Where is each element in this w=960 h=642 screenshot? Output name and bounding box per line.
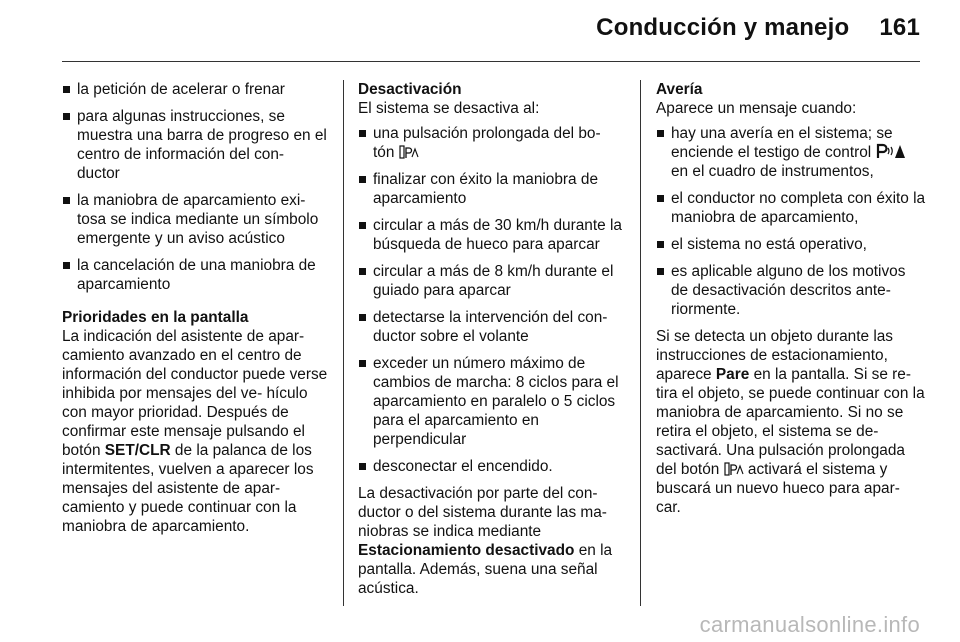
deactivation-heading: Desactivación [358,81,462,98]
bullet-icon [657,268,664,275]
deactivation-intro: El sistema se desactiva al: [358,100,540,117]
bullet-icon [63,113,70,120]
column-divider-2 [640,80,641,606]
bullet-icon [359,130,366,137]
list-item: el sistema no está operativo, [656,235,926,254]
bullet-icon [657,241,664,248]
list-item: la cancelación de una maniobra de aparcamiento [62,256,328,294]
bullet-icon [359,176,366,183]
page-header [596,14,920,42]
bullet-icon [359,268,366,275]
priorities-paragraph: La indicación del asistente de apar- camiento avanzado en el centro de información del conductor puede verse inhibida por mensajes del ve- hículo con mayor prioridad. Después de confirmar este mensaje pulsando el botón SET/CLR de la palanca de los intermitentes, vuelven a aparecer los mensajes del asistente de apar- camiento y puede continuar con la maniobra de aparcamiento. [62,328,328,535]
bullet-icon [63,262,70,269]
bullet-icon [359,222,366,229]
bullet-icon [359,463,366,470]
list-item: es aplicable alguno de los motivos de desactivación descritos ante- riormente. [656,262,926,319]
list-item: detectarse la intervención del con- ductor sobre el volante [358,308,626,346]
fault-intro: Aparece un mensaje cuando: [656,100,857,117]
priorities-heading: Prioridades en la pantalla [62,309,249,326]
watermark: carmanualsonline.info [699,612,920,637]
list-item: para algunas instrucciones, se muestra una barra de progreso en el centro de información del con- ductor [62,107,328,183]
list-item: exceder un número máximo de cambios de marcha: 8 ciclos para el aparcamiento en paralelo o 5 ciclos para el aparcamiento en perpendicular [358,354,626,449]
section-title: Conducción y manejo [596,14,850,41]
set-clr-label: SET/CLR [104,442,171,459]
column-3 [656,80,926,525]
list-item: la petición de acelerar o frenar [62,80,328,99]
park-assist-button-icon [399,145,419,159]
bullet-list-3 [656,124,926,319]
list-item: hay una avería en el sistema; se enciende el testigo de control en el cuadro de instrumentos, [656,124,926,181]
bullet-icon [63,86,70,93]
list-item: circular a más de 30 km/h durante la búsqueda de hueco para aparcar [358,216,626,254]
bullet-icon [657,130,664,137]
stop-label: Pare [715,366,750,383]
park-assist-button-icon [724,462,744,476]
bullet-icon [359,314,366,321]
deactivation-paragraph: La desactivación por parte del con- ductor o del sistema durante las ma- niobras se indica mediante Estacionamiento desactivado en la pantalla. Además, suena una señal acústica. [358,485,613,597]
column-2 [358,80,626,606]
list-item: el conductor no completa con éxito la maniobra de aparcamiento, [656,189,926,227]
fault-paragraph: Si se detecta un objeto durante las instrucciones de estacionamiento, aparece Pare en la pantalla. Si se re- tira el objeto, se puede continuar con la maniobra de aparcamiento. Si no se retira el objeto, el sistema se de- sactivará. Una pulsación prolongada del botón activará el sistema y buscará un nuevo hueco para apar- car. [656,328,925,516]
bullet-icon [359,360,366,367]
header-rule [62,61,920,62]
bullet-icon [657,195,664,202]
park-assist-control-lamp-icon [876,143,906,159]
column-1 [62,80,328,544]
bullet-list-2 [358,124,626,476]
list-item: circular a más de 8 km/h durante el guiado para aparcar [358,262,626,300]
bullet-list-1 [62,80,328,294]
list-item: la maniobra de aparcamiento exi- tosa se indica mediante un símbolo emergente y un aviso acústico [62,191,328,248]
deactivated-label: Estacionamiento desactivado [358,542,575,559]
page-number: 161 [879,14,920,41]
list-item: finalizar con éxito la maniobra de aparcamiento [358,170,626,208]
list-item: desconectar el encendido. [358,457,626,476]
bullet-icon [63,197,70,204]
column-divider-1 [343,80,344,606]
fault-heading: Avería [656,81,703,98]
list-item: una pulsación prolongada del bo- tón [358,124,626,162]
